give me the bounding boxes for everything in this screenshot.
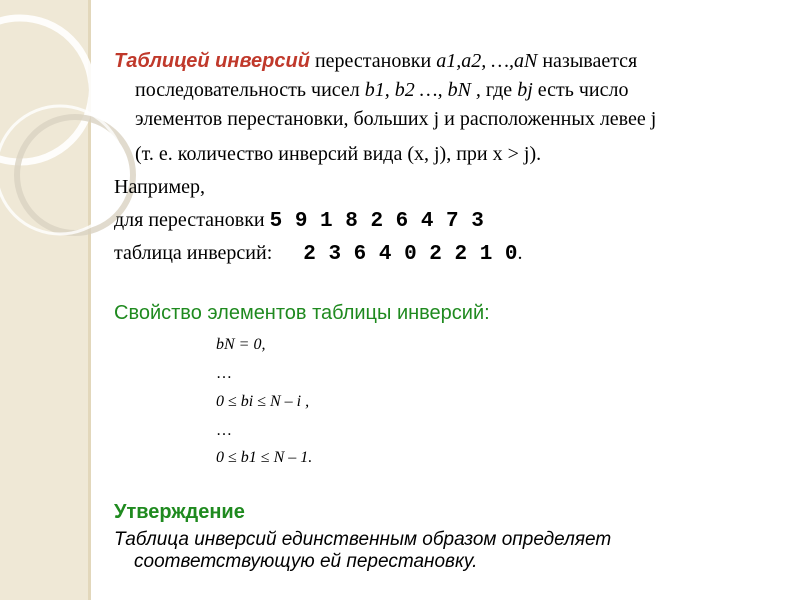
definition-line-2 bbox=[135, 78, 628, 102]
example-permutation bbox=[114, 208, 484, 234]
example-inversion-table bbox=[114, 241, 523, 267]
definition-text: последовательность чисел bbox=[135, 79, 360, 101]
formula-bi: 0 ≤ bi ≤ N – i , bbox=[216, 393, 310, 410]
definition-line-4: (т. е. количество инверсий вида (x, j), при x > j). bbox=[135, 143, 542, 165]
example-label: Например, bbox=[114, 176, 205, 198]
definition-line-1 bbox=[114, 49, 637, 73]
sequence-b: b1, b2 …, bN , bbox=[364, 79, 481, 101]
definition-text: называется bbox=[542, 50, 638, 72]
definition-text: перестановки bbox=[314, 50, 432, 72]
definition-text: где bbox=[485, 79, 513, 101]
permutation-label: для перестановки bbox=[114, 209, 265, 231]
formula-bn: bN = 0, bbox=[216, 336, 266, 353]
formula-ellipsis: … bbox=[216, 422, 232, 439]
formula-b1: 0 ≤ b1 ≤ N – 1. bbox=[216, 449, 313, 466]
statement-line-1: Таблица инверсий единственным образом определяет bbox=[114, 529, 612, 550]
definition-line-3: элементов перестановки, больших j и расположенных левее j bbox=[135, 108, 657, 130]
inversion-table-label: таблица инверсий: bbox=[114, 242, 273, 264]
statement-line-2: соответствующую ей перестановку. bbox=[134, 551, 478, 572]
sequence-a: a1,a2, …,aN bbox=[436, 50, 538, 72]
inversion-table-end: . bbox=[517, 242, 523, 264]
inversion-table-values: 2 3 6 4 0 2 2 1 0 bbox=[303, 243, 518, 266]
definition-text: есть число bbox=[537, 79, 629, 101]
formula-ellipsis: … bbox=[216, 365, 232, 382]
property-title: Свойство элементов таблицы инверсий: bbox=[114, 302, 490, 324]
variable-bj: bj bbox=[517, 79, 533, 101]
definition-title: Таблицей инверсий bbox=[114, 50, 310, 72]
permutation-values: 5 9 1 8 2 6 4 7 3 bbox=[269, 210, 484, 233]
statement-title: Утверждение bbox=[114, 501, 245, 523]
